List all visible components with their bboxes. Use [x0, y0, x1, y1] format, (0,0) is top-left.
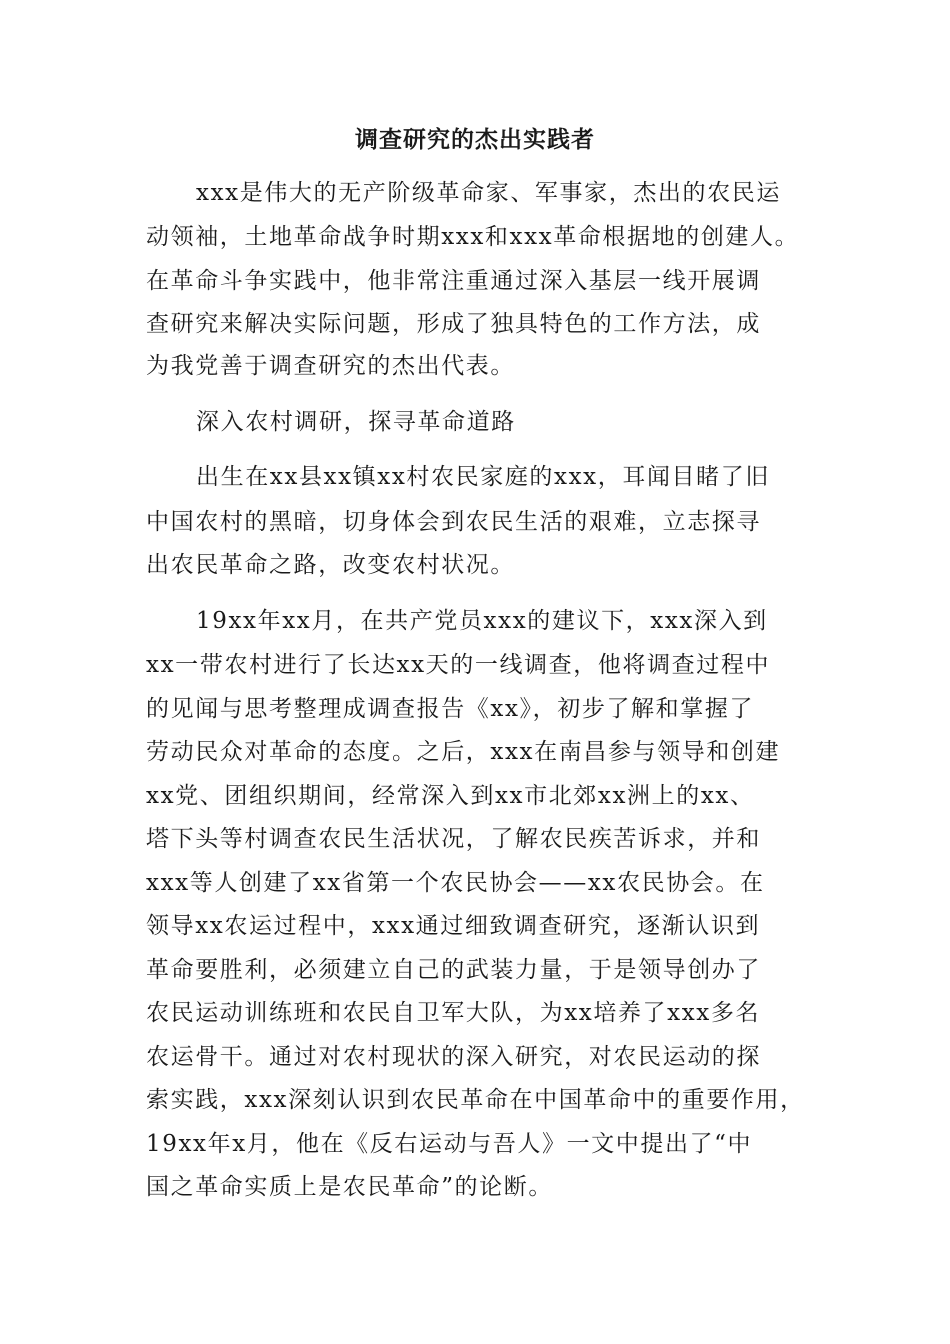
paragraph-1-line-3: 在革命斗争实践中，他非常注重通过深入基层一线开展调 — [146, 268, 761, 294]
paragraph-3-line-11: 农运骨干。通过对农村现状的深入研究，对农民运动的探 — [146, 1044, 761, 1070]
paragraph-3-line-4: 劳动民众对革命的态度。之后，xxx在南昌参与领导和创建 — [146, 739, 781, 765]
paragraph-3-line-3: 的见闻与思考整理成调查报告《xx》，初步了解和掌握了 — [146, 696, 755, 722]
paragraph-2-line-2: 中国农村的黑暗，切身体会到农民生活的艰难，立志探寻 — [146, 509, 761, 535]
paragraph-1-line-1: xxx是伟大的无产阶级革命家、军事家，杰出的农民运 — [196, 180, 781, 206]
paragraph-3-line-2: xx一带农村进行了长达xx天的一线调查，他将调查过程中 — [146, 652, 771, 678]
paragraph-2-line-3: 出农民革命之路，改变农村状况。 — [146, 552, 515, 578]
paragraph-3-line-6: 塔下头等村调查农民生活状况，了解农民疾苦诉求，并和 — [146, 826, 761, 852]
paragraph-3-line-12: 索实践，xxx深刻认识到农民革命在中国革命中的重要作用， — [146, 1087, 805, 1113]
paragraph-3-line-5: xx党、团组织期间，经常深入到xx市北郊xx洲上的xx、 — [146, 783, 755, 809]
paragraph-2-line-1: 出生在xx县xx镇xx村农民家庭的xxx，耳闻目睹了旧 — [196, 464, 770, 490]
paragraph-1-line-4: 查研究来解决实际问题，形成了独具特色的工作方法，成 — [146, 311, 761, 337]
paragraph-3-line-7: xxx等人创建了xx省第一个农民协会——xx农民协会。在 — [146, 870, 765, 896]
paragraph-3-line-9: 革命要胜利，必须建立自己的武装力量，于是领导创办了 — [146, 957, 761, 983]
paragraph-3-line-1: 19xx年xx月，在共产党员xxx的建议下，xxx深入到 — [196, 608, 768, 634]
paragraph-3-line-8: 领导xx农运过程中，xxx通过细致调查研究，逐渐认识到 — [146, 913, 761, 939]
paragraph-3-line-14: 国之革命实质上是农民革命”的论断。 — [146, 1174, 553, 1200]
paragraph-1-line-5: 为我党善于调查研究的杰出代表。 — [146, 353, 515, 379]
paragraph-3-line-10: 农民运动训练班和农民自卫军大队，为xx培养了xxx多名 — [146, 1000, 761, 1026]
section-heading: 深入农村调研，探寻革命道路 — [196, 409, 516, 435]
paragraph-3-line-13: 19xx年x月，他在《反右运动与吾人》一文中提出了“中 — [146, 1131, 753, 1157]
paragraph-1-line-2: 动领袖，土地革命战争时期xxx和xxx革命根据地的创建人。 — [146, 224, 800, 250]
document-title: 调查研究的杰出实践者 — [355, 126, 595, 153]
